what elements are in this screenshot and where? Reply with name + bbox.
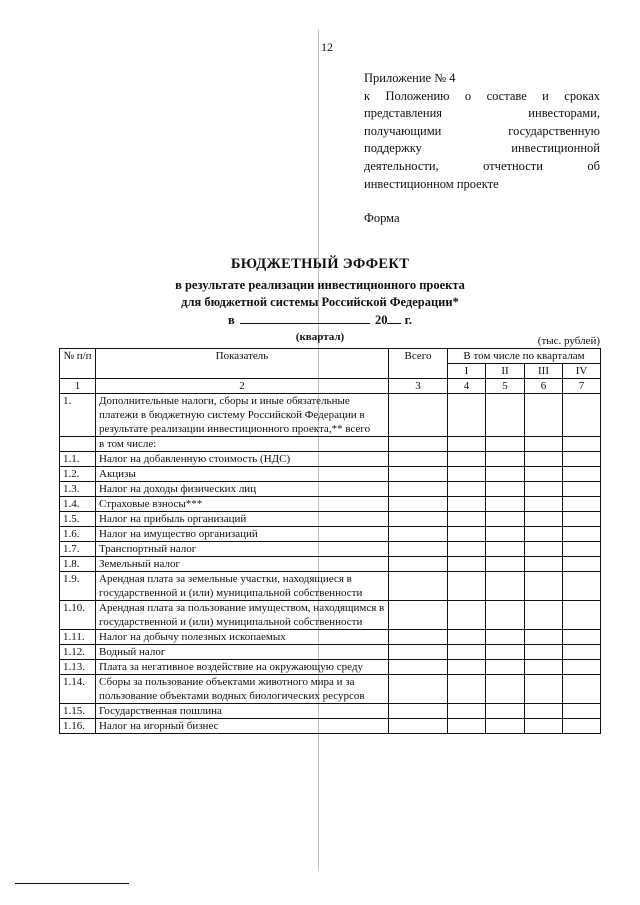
row-indicator: Арендная плата за пользование имуществом, находящимся в государственной и (или) муниципальной собственности bbox=[96, 601, 389, 630]
header-indicator: Показатель bbox=[96, 349, 389, 379]
total-value-cell[interactable] bbox=[389, 572, 448, 601]
table-row bbox=[60, 572, 601, 601]
total-value-cell[interactable] bbox=[389, 394, 448, 437]
quarter-value-cell[interactable] bbox=[525, 630, 563, 645]
quarter-value-cell[interactable] bbox=[525, 527, 563, 542]
row-indicator: Налог на игорный бизнес bbox=[96, 719, 389, 734]
header-quarter: III bbox=[525, 364, 563, 379]
quarter-value-cell[interactable] bbox=[525, 704, 563, 719]
quarter-value-cell[interactable] bbox=[486, 719, 525, 734]
quarter-value-cell[interactable] bbox=[525, 645, 563, 660]
row-indicator: Налог на доходы физических лиц bbox=[96, 482, 389, 497]
quarter-value-cell[interactable] bbox=[448, 482, 486, 497]
total-value-cell[interactable] bbox=[389, 630, 448, 645]
quarter-value-cell[interactable] bbox=[448, 660, 486, 675]
row-number: 1.9. bbox=[60, 572, 96, 601]
table-row bbox=[60, 645, 601, 660]
total-value-cell[interactable] bbox=[389, 557, 448, 572]
row-number: 1.14. bbox=[60, 675, 96, 704]
quarter-value-cell[interactable] bbox=[525, 452, 563, 467]
row-indicator: Водный налог bbox=[96, 645, 389, 660]
table-row bbox=[60, 482, 601, 497]
row-number: 1.13. bbox=[60, 660, 96, 675]
table-body bbox=[60, 394, 601, 734]
quarter-value-cell[interactable] bbox=[448, 437, 486, 452]
row-number: 1.12. bbox=[60, 645, 96, 660]
appendix-line: Приложение № 4 bbox=[364, 71, 456, 85]
quarter-value-cell[interactable] bbox=[448, 704, 486, 719]
total-value-cell[interactable] bbox=[389, 497, 448, 512]
quarter-value-cell[interactable] bbox=[486, 394, 525, 437]
col-number: 2 bbox=[96, 379, 389, 394]
quarter-value-cell[interactable] bbox=[525, 719, 563, 734]
quarter-value-cell[interactable] bbox=[563, 675, 601, 704]
col-number: 4 bbox=[448, 379, 486, 394]
header-total: Всего bbox=[389, 349, 448, 379]
header-quarter: II bbox=[486, 364, 525, 379]
table-row bbox=[60, 630, 601, 645]
quarter-blank-field[interactable] bbox=[240, 312, 370, 324]
table-row bbox=[60, 675, 601, 704]
quarter-value-cell[interactable] bbox=[525, 675, 563, 704]
total-value-cell[interactable] bbox=[389, 704, 448, 719]
units-label: (тыс. рублей) bbox=[537, 335, 600, 347]
table-row bbox=[60, 527, 601, 542]
quarter-value-cell[interactable] bbox=[486, 497, 525, 512]
header-num: № п/п bbox=[60, 349, 96, 379]
row-indicator: Налог на добычу полезных ископаемых bbox=[96, 630, 389, 645]
quarter-value-cell[interactable] bbox=[525, 394, 563, 437]
quarter-value-cell[interactable] bbox=[486, 482, 525, 497]
quarter-value-cell[interactable] bbox=[448, 572, 486, 601]
period-line bbox=[0, 312, 640, 329]
quarter-value-cell[interactable] bbox=[563, 719, 601, 734]
quarter-value-cell[interactable] bbox=[563, 557, 601, 572]
total-value-cell[interactable] bbox=[389, 675, 448, 704]
quarter-value-cell[interactable] bbox=[448, 467, 486, 482]
col-number: 3 bbox=[389, 379, 448, 394]
quarter-value-cell[interactable] bbox=[448, 557, 486, 572]
quarter-value-cell[interactable] bbox=[563, 630, 601, 645]
table-row bbox=[60, 601, 601, 630]
row-indicator: Налог на прибыль организаций bbox=[96, 512, 389, 527]
row-indicator: Сборы за пользование объектами животного мира и за пользование объектами водных биологических ресурсов bbox=[96, 675, 389, 704]
table-row bbox=[60, 660, 601, 675]
row-indicator: Страховые взносы*** bbox=[96, 497, 389, 512]
quarter-value-cell[interactable] bbox=[486, 467, 525, 482]
quarter-value-cell[interactable] bbox=[525, 557, 563, 572]
total-value-cell[interactable] bbox=[389, 512, 448, 527]
row-number: 1.2. bbox=[60, 467, 96, 482]
row-indicator: Плата за негативное воздействие на окружающую среду bbox=[96, 660, 389, 675]
quarter-value-cell[interactable] bbox=[563, 452, 601, 467]
quarter-value-cell[interactable] bbox=[448, 675, 486, 704]
row-number: 1. bbox=[60, 394, 96, 437]
appendix-line: инвестиционном проекте bbox=[364, 176, 499, 191]
row-indicator: Земельный налог bbox=[96, 557, 389, 572]
row-number: 1.11. bbox=[60, 630, 96, 645]
quarter-value-cell[interactable] bbox=[448, 601, 486, 630]
quarter-value-cell[interactable] bbox=[525, 572, 563, 601]
appendix-line: представления инвесторами, bbox=[364, 106, 600, 121]
quarter-value-cell[interactable] bbox=[448, 719, 486, 734]
quarter-value-cell[interactable] bbox=[448, 645, 486, 660]
total-value-cell[interactable] bbox=[389, 542, 448, 557]
quarter-value-cell[interactable] bbox=[563, 527, 601, 542]
row-indicator: Дополнительные налоги, сборы и иные обязательные платежи в бюджетную систему Российской Федерации в результате реализации инвестиционного проекта,** всего bbox=[96, 394, 389, 437]
form-label: Форма bbox=[364, 211, 400, 226]
year-blank-field[interactable] bbox=[387, 312, 401, 324]
table-row bbox=[60, 467, 601, 482]
row-number: 1.3. bbox=[60, 482, 96, 497]
table-row bbox=[60, 704, 601, 719]
total-value-cell[interactable] bbox=[389, 719, 448, 734]
row-indicator: Акцизы bbox=[96, 467, 389, 482]
quarter-value-cell[interactable] bbox=[448, 630, 486, 645]
page-number: 12 bbox=[321, 40, 333, 54]
quarter-value-cell[interactable] bbox=[486, 512, 525, 527]
total-value-cell[interactable] bbox=[389, 437, 448, 452]
budget-effect-table bbox=[59, 348, 601, 734]
row-number: 1.5. bbox=[60, 512, 96, 527]
row-number: 1.4. bbox=[60, 497, 96, 512]
quarter-value-cell[interactable] bbox=[486, 660, 525, 675]
table-row bbox=[60, 557, 601, 572]
total-value-cell[interactable] bbox=[389, 482, 448, 497]
quarter-value-cell[interactable] bbox=[448, 394, 486, 437]
year-suffix: г. bbox=[404, 313, 413, 327]
quarter-value-cell[interactable] bbox=[486, 557, 525, 572]
total-value-cell[interactable] bbox=[389, 452, 448, 467]
table-row bbox=[60, 437, 601, 452]
quarter-value-cell[interactable] bbox=[563, 437, 601, 452]
table-row bbox=[60, 719, 601, 734]
quarter-value-cell[interactable] bbox=[525, 512, 563, 527]
document-title: БЮДЖЕТНЫЙ ЭФФЕКТ bbox=[230, 256, 410, 272]
quarter-value-cell[interactable] bbox=[448, 542, 486, 557]
quarter-value-cell[interactable] bbox=[448, 452, 486, 467]
quarter-value-cell[interactable] bbox=[563, 572, 601, 601]
row-indicator: Налог на добавленную стоимость (НДС) bbox=[96, 452, 389, 467]
quarter-note: (квартал) bbox=[295, 331, 345, 343]
row-number: 1.16. bbox=[60, 719, 96, 734]
appendix-line: деятельности, отчетности об bbox=[364, 158, 600, 173]
col-number: 1 bbox=[60, 379, 96, 394]
row-indicator: в том числе: bbox=[96, 437, 389, 452]
quarter-value-cell[interactable] bbox=[525, 467, 563, 482]
col-number: 5 bbox=[486, 379, 525, 394]
quarter-value-cell[interactable] bbox=[525, 482, 563, 497]
appendix-block bbox=[364, 70, 600, 228]
quarter-value-cell[interactable] bbox=[486, 572, 525, 601]
quarter-value-cell[interactable] bbox=[486, 675, 525, 704]
row-number bbox=[60, 437, 96, 452]
quarter-value-cell[interactable] bbox=[486, 542, 525, 557]
row-indicator: Арендная плата за земельные участки, находящиеся в государственной и (или) муниципальной собственности bbox=[96, 572, 389, 601]
quarter-value-cell[interactable] bbox=[486, 645, 525, 660]
total-value-cell[interactable] bbox=[389, 467, 448, 482]
row-number: 1.8. bbox=[60, 557, 96, 572]
quarter-value-cell[interactable] bbox=[525, 542, 563, 557]
document-subtitle: в результате реализации инвестиционного проекта bbox=[175, 278, 465, 292]
row-number: 1.7. bbox=[60, 542, 96, 557]
col-number: 7 bbox=[563, 379, 601, 394]
year-prefix: 20 bbox=[374, 313, 388, 327]
quarter-value-cell[interactable] bbox=[486, 601, 525, 630]
row-number: 1.10. bbox=[60, 601, 96, 630]
header-quarter: IV bbox=[563, 364, 601, 379]
footnote-rule bbox=[15, 883, 129, 884]
total-value-cell[interactable] bbox=[389, 645, 448, 660]
quarter-value-cell[interactable] bbox=[448, 512, 486, 527]
quarter-value-cell[interactable] bbox=[563, 482, 601, 497]
table-row bbox=[60, 452, 601, 467]
quarter-value-cell[interactable] bbox=[486, 630, 525, 645]
row-indicator: Налог на имущество организаций bbox=[96, 527, 389, 542]
appendix-line: поддержку инвестиционной bbox=[364, 141, 600, 156]
total-value-cell[interactable] bbox=[389, 660, 448, 675]
document-title-block bbox=[0, 256, 640, 343]
row-indicator: Транспортный налог bbox=[96, 542, 389, 557]
quarter-value-cell[interactable] bbox=[486, 437, 525, 452]
quarter-value-cell[interactable] bbox=[563, 542, 601, 557]
quarter-value-cell[interactable] bbox=[486, 452, 525, 467]
quarter-value-cell[interactable] bbox=[563, 704, 601, 719]
quarter-value-cell[interactable] bbox=[563, 645, 601, 660]
quarter-value-cell[interactable] bbox=[486, 704, 525, 719]
total-value-cell[interactable] bbox=[389, 601, 448, 630]
quarter-value-cell[interactable] bbox=[563, 394, 601, 437]
document-subtitle: для бюджетной системы Российской Федерации* bbox=[181, 295, 459, 309]
row-number: 1.1. bbox=[60, 452, 96, 467]
quarter-value-cell[interactable] bbox=[525, 497, 563, 512]
quarter-value-cell[interactable] bbox=[448, 497, 486, 512]
quarter-value-cell[interactable] bbox=[448, 527, 486, 542]
row-indicator: Государственная пошлина bbox=[96, 704, 389, 719]
row-number: 1.6. bbox=[60, 527, 96, 542]
quarter-value-cell[interactable] bbox=[525, 437, 563, 452]
header-quarters-group: В том числе по кварталам bbox=[448, 349, 601, 364]
quarter-value-cell[interactable] bbox=[563, 601, 601, 630]
table-row bbox=[60, 394, 601, 437]
quarter-value-cell[interactable] bbox=[525, 660, 563, 675]
period-prefix: в bbox=[227, 313, 235, 327]
quarter-value-cell[interactable] bbox=[486, 527, 525, 542]
row-number: 1.15. bbox=[60, 704, 96, 719]
quarter-value-cell[interactable] bbox=[563, 467, 601, 482]
appendix-line: к Положению о составе и сроках bbox=[364, 88, 600, 103]
quarter-value-cell[interactable] bbox=[563, 512, 601, 527]
quarter-value-cell[interactable] bbox=[525, 601, 563, 630]
quarter-value-cell[interactable] bbox=[563, 660, 601, 675]
col-number: 6 bbox=[525, 379, 563, 394]
table-row bbox=[60, 512, 601, 527]
quarter-value-cell[interactable] bbox=[563, 497, 601, 512]
table-row bbox=[60, 542, 601, 557]
header-quarter: I bbox=[448, 364, 486, 379]
appendix-line: получающими государственную bbox=[364, 123, 600, 138]
total-value-cell[interactable] bbox=[389, 527, 448, 542]
table-row bbox=[60, 497, 601, 512]
